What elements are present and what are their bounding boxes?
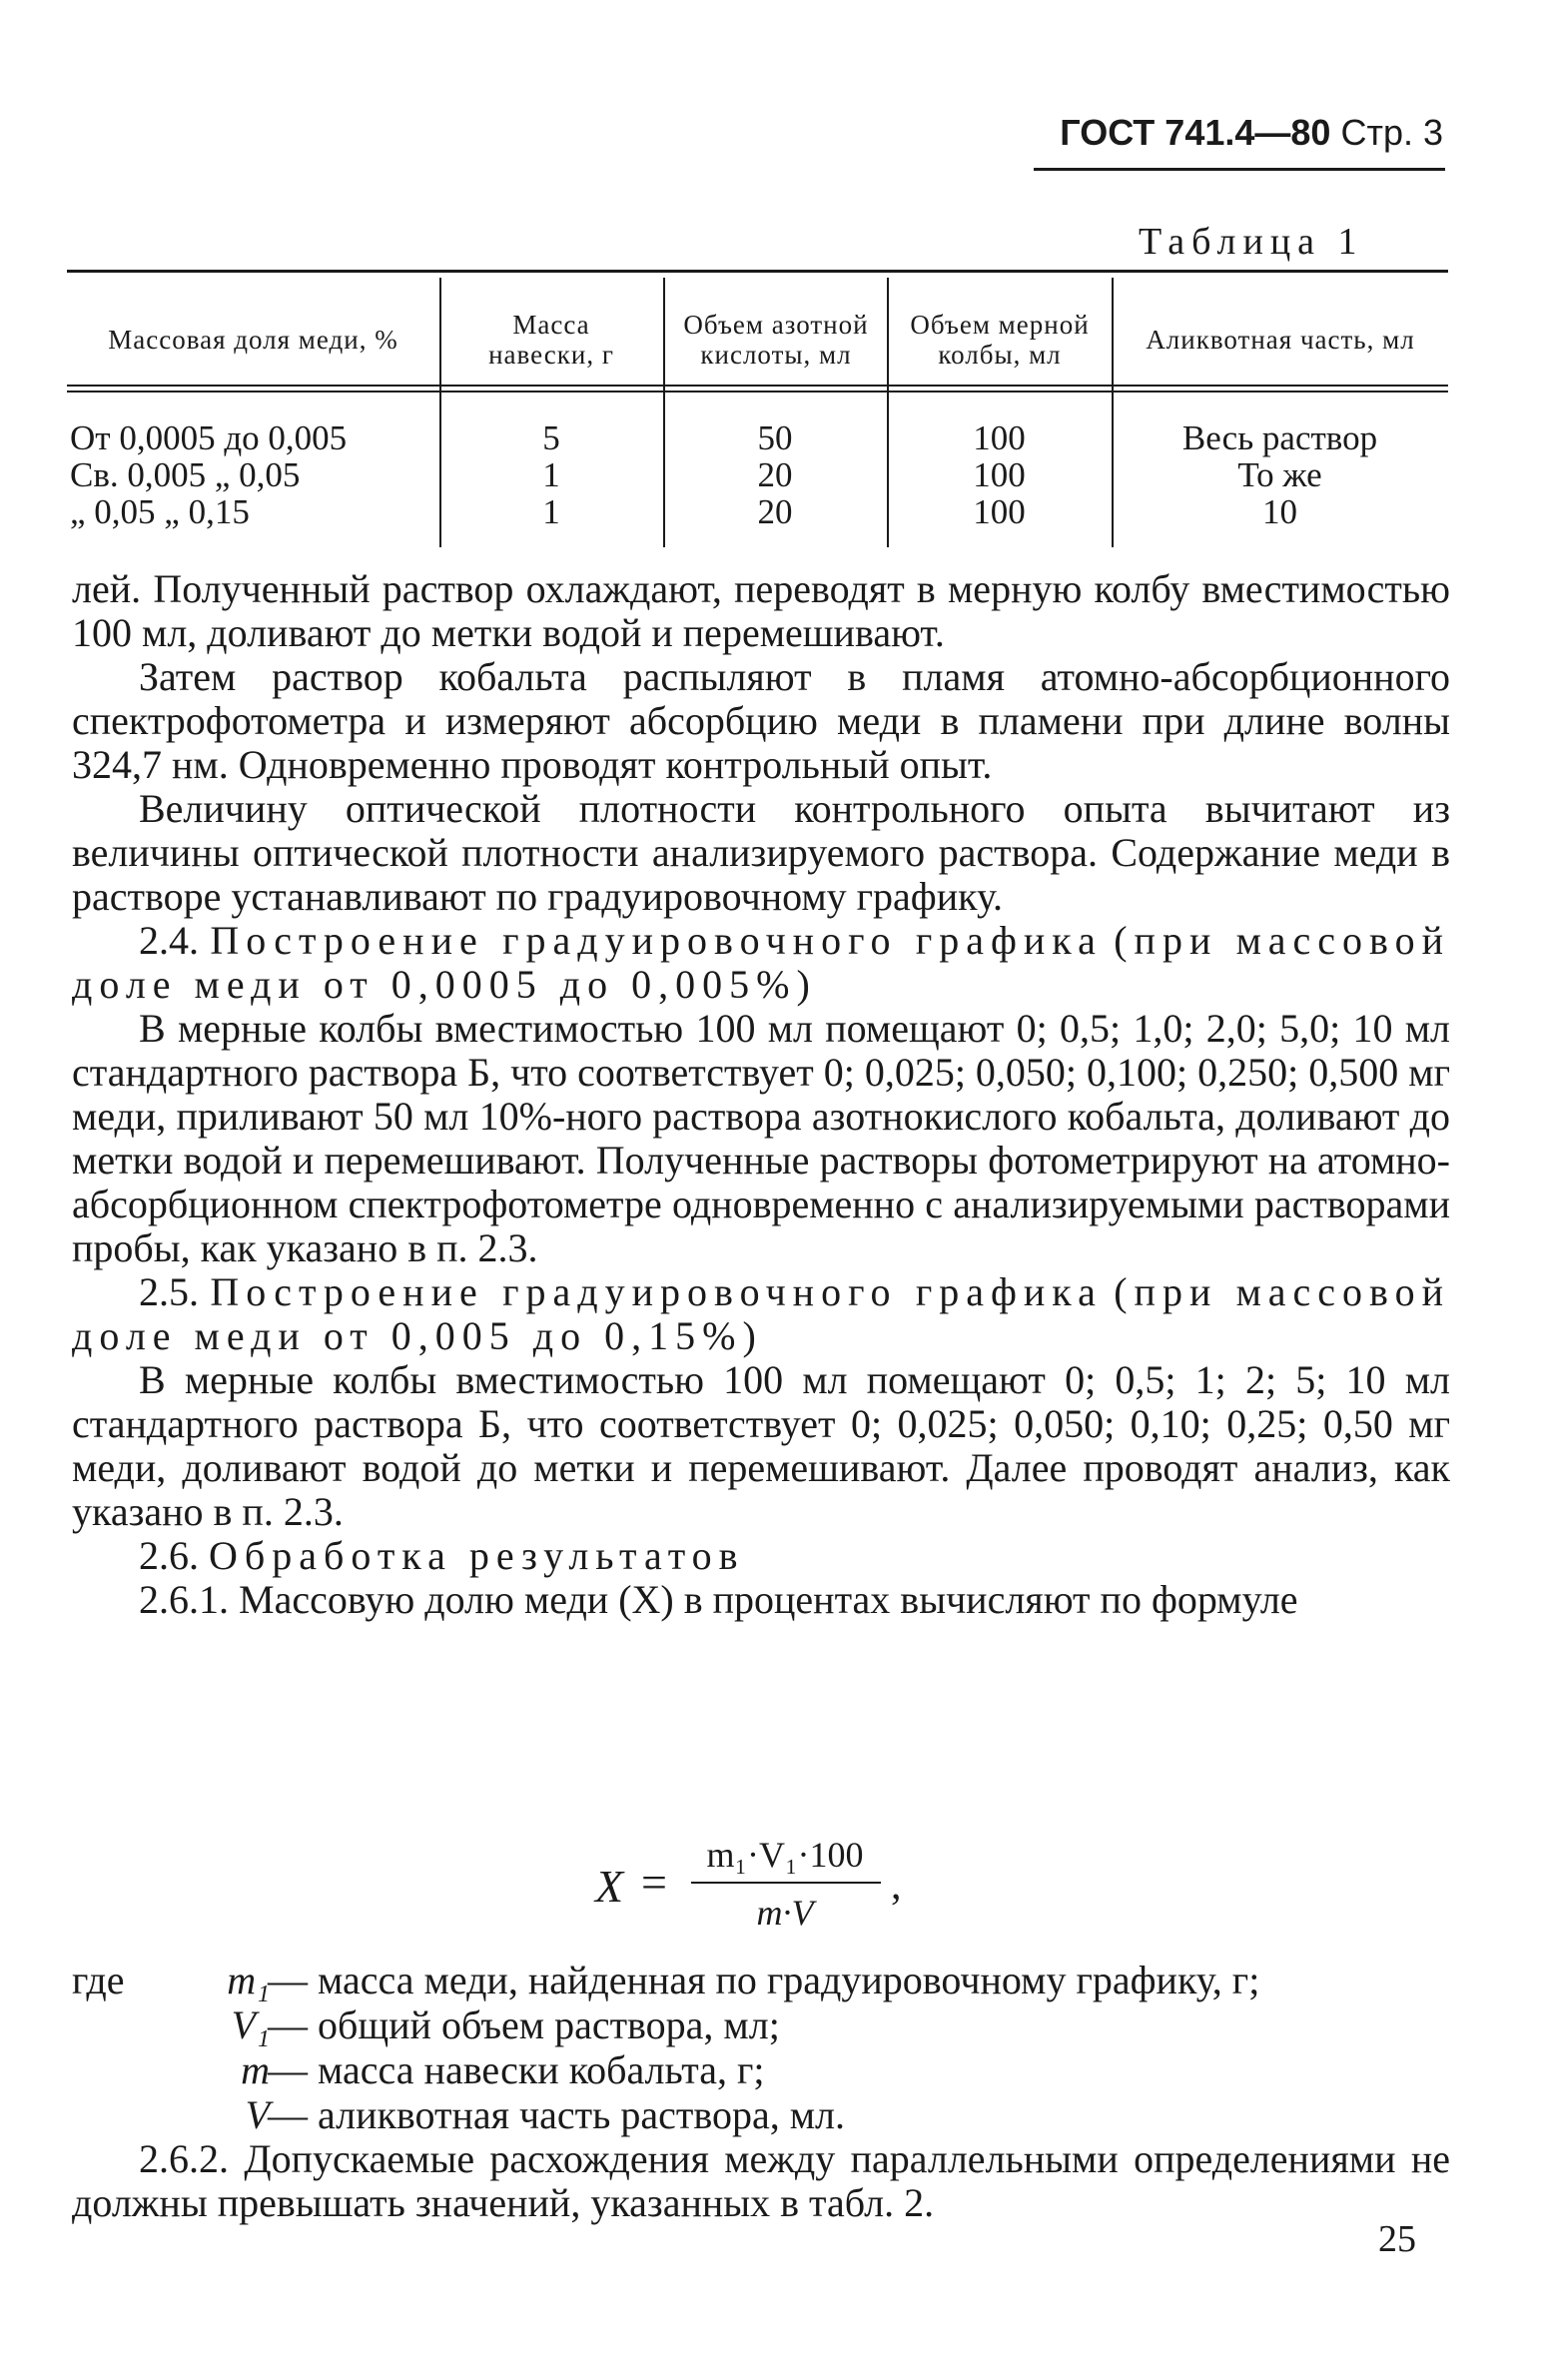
fraction-bar [691, 1882, 881, 1884]
section-heading-2-6 [72, 1534, 1450, 1578]
table-header-cell: Объем азотной кислоты, мл [683, 310, 869, 370]
table-cell: 50 [757, 418, 793, 457]
table-column-aliquot [1112, 419, 1448, 530]
legend-description: — аликвотная часть раствора, мл. [268, 2092, 846, 2137]
table-cell: То же [1237, 455, 1322, 494]
table-cell: Св. 0,005 „ 0,05 [70, 455, 301, 494]
formula-equals: = [641, 1857, 667, 1908]
table-1 [67, 270, 1448, 552]
legend-lead: где [72, 1958, 125, 2002]
paragraph: В мерные колбы вместимостью 100 мл помещают 0; 0,5; 1; 2; 5; 10 мл стандартного раствора Б, что соответствует 0; 0,025; 0,050; 0,10; 0,25; 0,50 мг меди, доливают водой до метки и перемешивают. Далее проводят анализ, как указано в п. 2.3. [72, 1357, 1450, 1534]
table-cell: 20 [757, 455, 793, 494]
table-column-acid-volume [663, 419, 887, 530]
table-caption: Таблица 1 [1139, 221, 1364, 263]
paragraph: лей. Полученный раствор охлаждают, переводят в мерную колбу вместимостью 100 мл, доливают до метки водой и перемешивают. [72, 566, 1450, 655]
section-heading-2-4 [72, 919, 1450, 1007]
table-cell: От 0,0005 до 0,005 [70, 418, 348, 457]
section-condition: (при массовой доле меди от 0,005 до 0,15%) [72, 1269, 1450, 1358]
paragraph: Затем раствор кобальта распыляют в пламя атомно-абсорбционного спектрофотометра и измеряют абсорбцию меди в пламени при длине волны 324,7 нм. Одновременно проводят контрольный опыт. [72, 654, 1450, 787]
formula-lhs: X [595, 1861, 624, 1912]
legend-description: — масса меди, найденная по градуировочному графику, г; [268, 1958, 1260, 2002]
section-condition: (при массовой доле меди от 0,0005 до 0,005%) [72, 918, 1450, 1007]
table-header-rule-2 [67, 391, 1448, 393]
table-cell: 10 [1262, 492, 1297, 531]
page-number: 25 [1378, 2218, 1416, 2260]
legend-symbol: m₁ [227, 1958, 270, 2002]
table-header-cell: Аликвотная часть, мл [1146, 325, 1415, 355]
section-number: 2.5. [139, 1269, 199, 1314]
table-cell: 100 [973, 455, 1026, 494]
table-cell: 1 [542, 455, 560, 494]
table-column-sample-mass [439, 419, 663, 530]
formula-denominator: m·V [756, 1893, 814, 1933]
table-cell: 100 [973, 492, 1026, 531]
table-column-flask-volume [887, 419, 1112, 530]
legend-description: — общий объем раствора, мл; [268, 2002, 780, 2047]
section-number: 2.4. [139, 918, 199, 963]
formula [595, 1834, 935, 1954]
table-header-cell: Массовая доля меди, % [108, 325, 398, 355]
formula-comma: , [891, 1863, 902, 1909]
paragraph: В мерные колбы вместимостью 100 мл помещают 0; 0,5; 1,0; 2,0; 5,0; 10 мл стандартного раствора Б, что соответствует 0; 0,025; 0,050; 0,100; 0,250; 0,500 мг меди, приливают 50 мл 10%-ного раствора азотнокислого кобальта, доливают до метки водой и перемешивают. Полученные растворы фотометрируют на атомно-абсорбционном спектрофотометре одновременно с анализируемыми растворами пробы, как указано в п. 2.3. [72, 1006, 1450, 1270]
section-title: Обработка результатов [209, 1533, 745, 1578]
table-cell: Весь раствор [1181, 418, 1378, 457]
body-text-lower [72, 2137, 1450, 2225]
paragraph: 2.6.2. Допускаемые расхождения между параллельными определениями не должны превышать значений, указанных в табл. 2. [72, 2136, 1450, 2225]
running-head [999, 112, 1443, 154]
table-cell: 100 [973, 418, 1026, 457]
table-cell: 1 [542, 492, 560, 531]
legend-description: — масса навески кобальта, г; [268, 2047, 765, 2092]
section-number: 2.6. [139, 1533, 199, 1578]
formula-numerator: m₁·V₁·100 [706, 1835, 864, 1875]
table-column-mass-fraction [70, 419, 434, 530]
table-top-rule [67, 270, 1448, 273]
table-cell: „ 0,05 „ 0,15 [70, 492, 250, 531]
paragraph: Величину оптической плотности контрольного опыта вычитают из величины оптической плотности анализируемого раствора. Содержание меди в растворе устанавливают по градуировочному графику. [72, 786, 1450, 919]
section-heading-2-5 [72, 1270, 1450, 1358]
legend-symbol: V [245, 2092, 270, 2137]
page-label: Стр. 3 [1340, 112, 1443, 153]
table-header-cell: Объем мерной колбы, мл [910, 310, 1090, 370]
table-cell: 20 [757, 492, 793, 531]
header-rule [1034, 168, 1445, 171]
legend-symbol: V₁ [231, 2002, 270, 2047]
paragraph: 2.6.1. Массовую долю меди (X) в процентах вычисляют по формуле [139, 1577, 1298, 1622]
legend-symbol: m [241, 2047, 270, 2092]
table-header-cell: Масса навески, г [488, 310, 614, 370]
section-title: Построение градуировочного графика [210, 918, 1103, 963]
body-text-upper [72, 567, 1450, 1622]
table-cell: 5 [542, 418, 560, 457]
section-title: Построение градуировочного графика [210, 1269, 1103, 1314]
standard-number: ГОСТ 741.4—80 [1060, 112, 1331, 153]
